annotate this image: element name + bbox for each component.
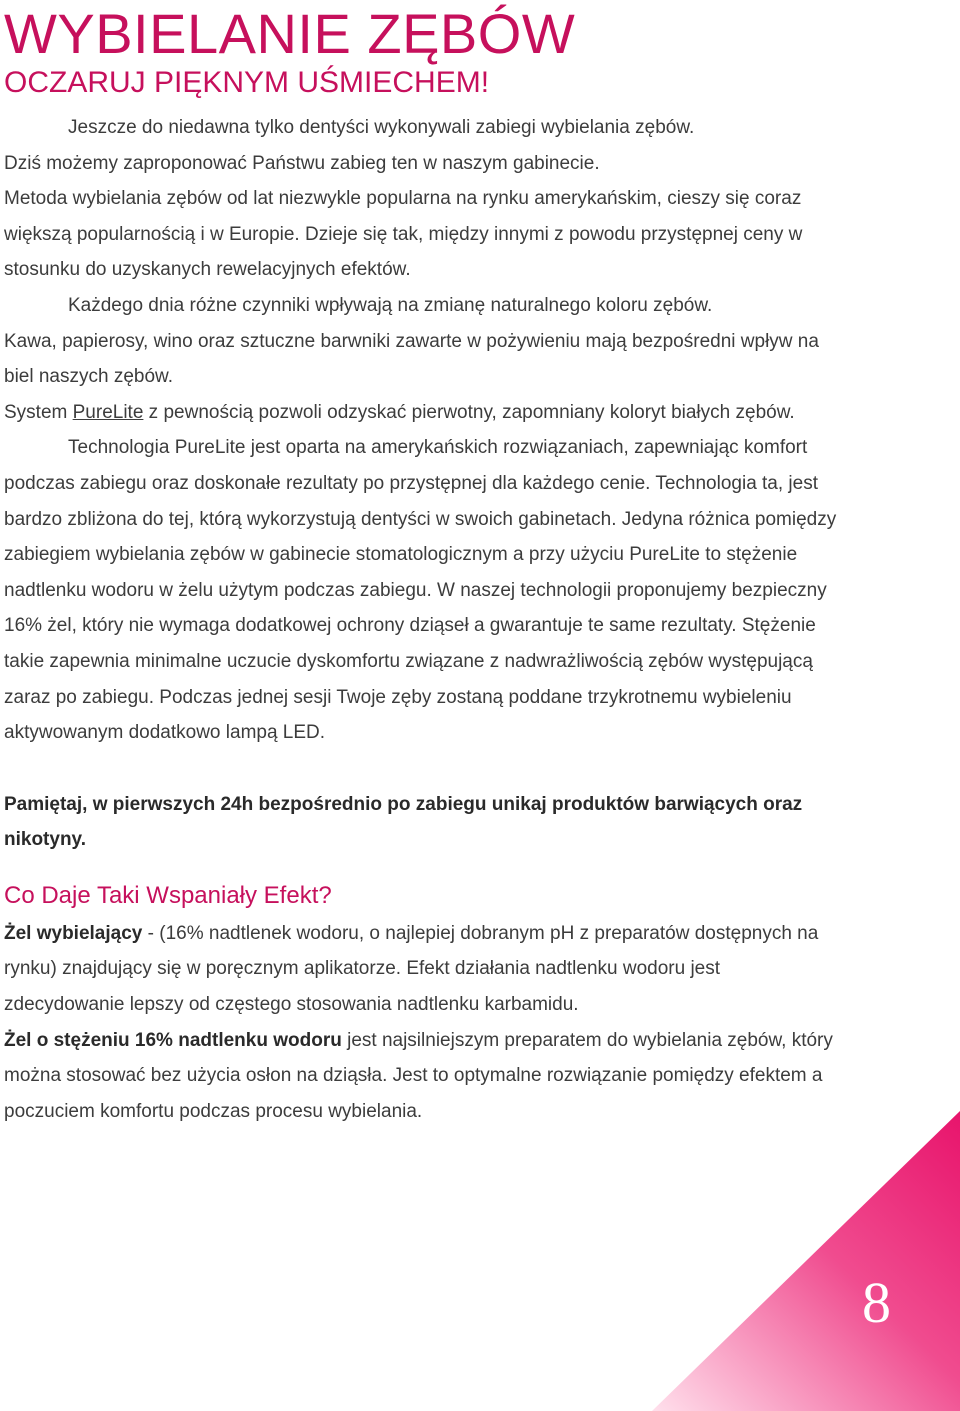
purelite-link[interactable]: PureLite [72, 401, 144, 423]
spacer [4, 751, 839, 787]
effect-item-1 [4, 916, 839, 1023]
system-suffix: z pewnością pozwoli odzyskać pierwotny, zapomniany koloryt białych zębów. [143, 401, 795, 423]
page-corner-decoration [652, 1111, 960, 1411]
effect-item-2-title: Żel o stężeniu 16% nadtlenku wodoru [4, 1029, 342, 1051]
effect-heading-wrap [4, 878, 839, 914]
intro-paragraph-4: Każdego dnia różne czynniki wpływają na zmianę naturalnego koloru zębów. [68, 294, 713, 316]
system-prefix: System [4, 401, 73, 423]
effect-item-1-title: Żel wybielający [4, 922, 143, 944]
spacer [4, 858, 839, 878]
intro-paragraph-2: Dziś możemy zaproponować Państwu zabieg ten w naszym gabinecie. [4, 152, 600, 174]
intro-paragraph-5: Kawa, papierosy, wino oraz sztuczne barwniki zawarte w pożywieniu mają bezpośredni wpływ na biel naszych zębów. [4, 330, 819, 388]
intro-paragraph-6 [4, 395, 839, 431]
page-subtitle: OCZARUJ PIĘKNYM UŚMIECHEM! [4, 66, 490, 99]
warning-note: Pamiętaj, w pierwszych 24h bezpośrednio po zabiegu unikaj produktów barwiących oraz nikotyny. [4, 793, 803, 851]
article-body [4, 110, 839, 1129]
effect-heading: Co Daje Taki Wspaniały Efekt? [4, 881, 332, 909]
intro-paragraph-7: Technologia PureLite jest oparta na amerykańskich rozwiązaniach, zapewniając komfort podczas zabiegu oraz doskonałe rezultaty po przystępnej dla każdego cenie. Technologia ta, jest bardzo zbliżona do tej, którą wykorzystują dentyści w swoich gabinetach. Jedyna różnica pomiędzy zabiegiem wybielania zębów w gabinecie stomatologicznym a przy użyciu PureLite to stężenie nadtlenku wodoru w żelu użytym podczas zabiegu. W naszej technologii proponujemy bezpieczny 16% żel, który nie wymaga dodatkowej ochrony dziąseł a gwarantuje te same rezultaty. Stężenie takie zapewnia minimalne uczucie dyskomfortu związane z nadwrażliwością zębów występującą zaraz po zabiegu. Podczas jednej sesji Twoje zęby zostaną poddane trzykrotnemu wybieleniu aktywowanym dodatkowo lampą LED. [4, 437, 837, 744]
effect-item-1-text: - (16% nadtlenek wodoru, o najlepiej dobranym pH z preparatów dostępnych na rynku) znajdujący się w poręcznym aplikatorze. Efekt działania nadtlenku wodoru jest zdecydowanie lepszy od częstego stosowania nadtlenku karbamidu. [4, 922, 819, 1016]
page-title: WYBIELANIE ZĘBÓW [4, 2, 576, 65]
page-number: 8 [862, 1270, 891, 1335]
intro-paragraph-1: Jeszcze do niedawna tylko dentyści wykonywali zabiegi wybielania zębów. [68, 117, 695, 138]
effect-item-2-text: jest najsilniejszym preparatem do wybielania zębów, który można stosować bez użycia osłon na dziąsła. Jest to optymalne rozwiązanie pomiędzy efektem a poczuciem komfortu podczas procesu wybielania. [4, 1029, 833, 1122]
intro-paragraph-3: Metoda wybielania zębów od lat niezwykle popularna na rynku amerykańskim, cieszy się coraz większą popularnością i w Europie. Dzieje się tak, między innymi z powodu przystępnej ceny w stosunku do uzyskanych rewelacyjnych efektów. [4, 188, 803, 281]
